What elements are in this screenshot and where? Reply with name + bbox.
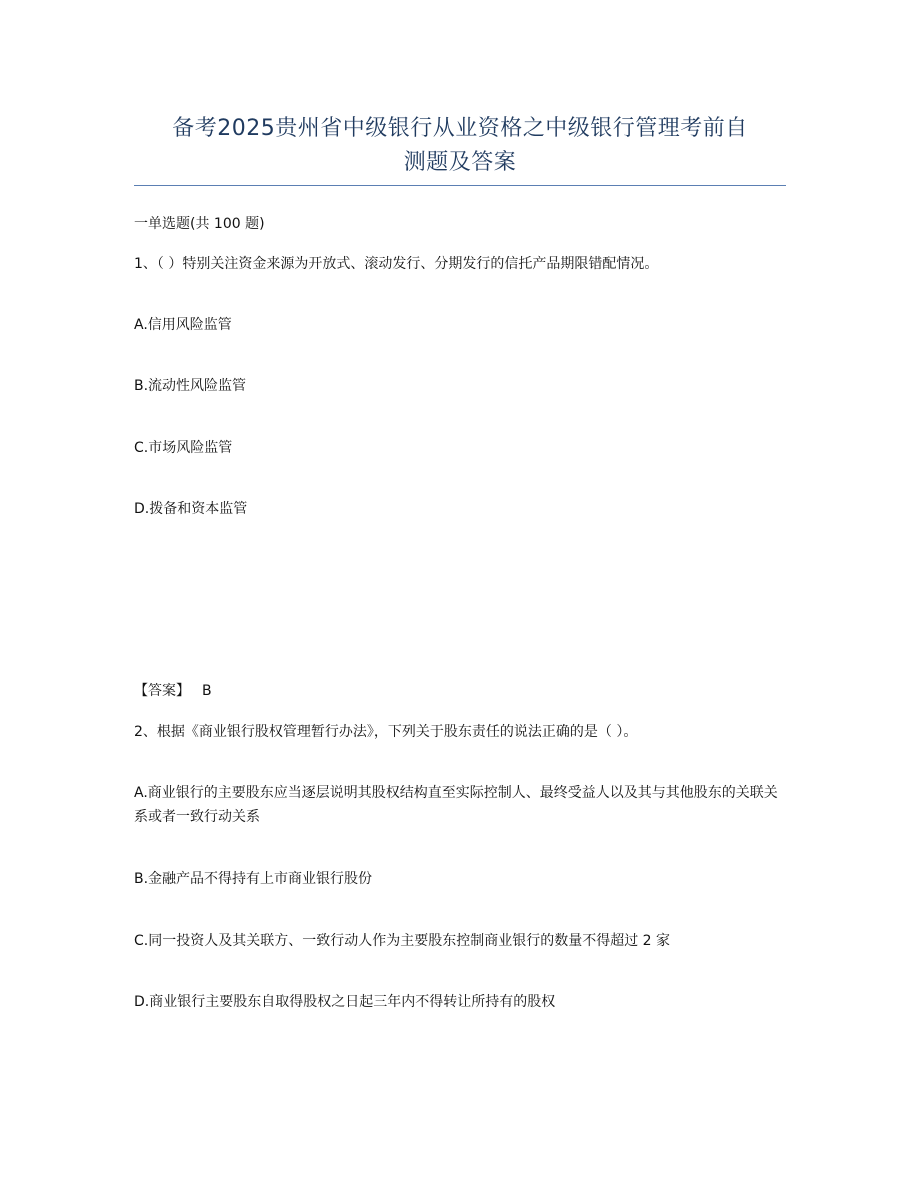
question-1-stem: 1、（ ）特别关注资金来源为开放式、滚动发行、分期发行的信托产品期限错配情况。 [134,256,659,272]
question-2-stem: 2、根据《商业银行股权管理暂行办法》，下列关于股东责任的说法正确的是（ ）。 [134,724,638,740]
question-1-option-c: C.市场风险监管 [134,440,233,456]
question-2-option-b: B.金融产品不得持有上市商业银行股份 [134,871,373,887]
title-line-2: 测题及答案 [403,150,517,175]
question-2-option-a: A.商业银行的主要股东应当逐层说明其股权结构直至实际控制人、最终受益人以及其与其他股东的关联关系或者一致行动关系 [134,785,778,825]
title-divider [134,185,786,186]
document-title [134,112,786,180]
question-1-answer [134,679,794,703]
question-2-option-d: D.商业银行主要股东自取得股权之日起三年内不得转让所持有的股权 [134,994,556,1010]
question-1-option-a: A.信用风险监管 [134,317,232,333]
answer-value: B [202,683,212,699]
answer-label: 【答案】 [134,683,190,699]
question-2-option-c: C.同一投资人及其关联方、一致行动人作为主要股东控制商业银行的数量不得超过 2 家 [134,933,671,949]
question-1-option-b: B.流动性风险监管 [134,378,247,394]
question-1-option-d: D.拨备和资本监管 [134,501,248,517]
title-line-1: 备考2025贵州省中级银行从业资格之中级银行管理考前自 [172,116,748,141]
section-heading: 一单选题(共 100 题) [134,216,265,232]
